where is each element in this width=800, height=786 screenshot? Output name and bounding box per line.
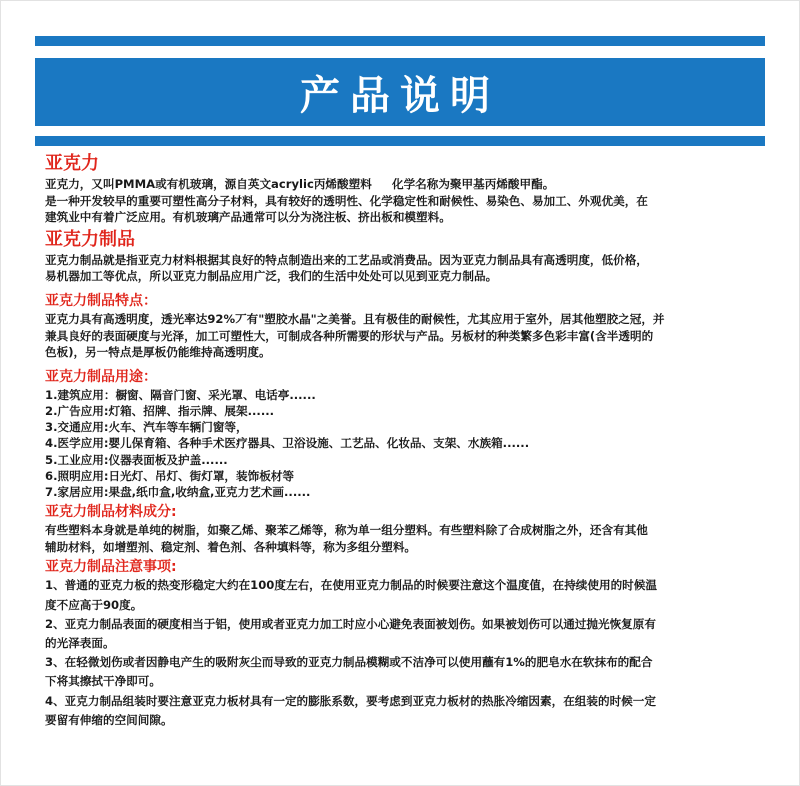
acrylic-line: 建筑业中有着广泛应用。有机玻璃产品通常可以分为浇注板、挤出板和模塑料。 bbox=[45, 210, 451, 225]
use-item: 6.照明应用:日光灯、吊灯、街灯罩，装饰板材等 bbox=[45, 468, 294, 483]
acrylic-line: 亚克力，又叫PMMA或有机玻璃，源自英文acrylic丙烯酸塑料 化学名称为聚甲基丙烯酸甲酯。 bbox=[45, 177, 555, 191]
section-uses bbox=[45, 367, 765, 500]
note-line: 下将其擦拭干净即可。 bbox=[45, 674, 161, 689]
note-item bbox=[45, 654, 765, 690]
note-line: 3、在轻微划伤或者因静电产生的吸附灰尘而导致的亚克力制品模糊或不洁净可以使用蘸有1%的肥皂水在软抹布的配合 bbox=[45, 655, 653, 670]
acrylic-line: 是一种开发较早的重要可塑性高分子材料，具有较好的透明性、化学稳定性和耐候性、易染色、易加工、外观优美，在 bbox=[45, 193, 648, 208]
note-line: 的光泽表面。 bbox=[45, 635, 115, 650]
note-line: 2、亚克力制品表面的硬度相当于铝，使用或者亚克力加工时应小心避免表面被划伤。如果被划伤可以通过抛光恢复原有 bbox=[45, 616, 656, 631]
heading-composition: 亚克力制品材料成分: bbox=[45, 504, 177, 521]
heading-features: 亚克力制品特点： bbox=[45, 292, 157, 309]
use-item: 7.家居应用:果盘,纸巾盒,收纳盒,亚克力艺术画...... bbox=[45, 484, 311, 499]
features-line: 色板)，另一特点是厚板仍能维持高透明度。 bbox=[45, 345, 271, 360]
note-line: 度不应高于90度。 bbox=[45, 597, 143, 612]
content-area bbox=[45, 152, 765, 731]
section-products bbox=[45, 228, 765, 285]
heading-uses: 亚克力制品用途： bbox=[45, 368, 157, 385]
heading-acrylic: 亚克力 bbox=[45, 153, 99, 174]
bottom-stripe bbox=[35, 136, 765, 146]
use-item: 4.医学应用:婴儿保育箱、各种手术医疗器具、卫浴设施、工艺品、化妆品、支架、水族箱...... bbox=[45, 436, 530, 451]
use-item: 1.建筑应用：橱窗、隔音门窗、采光罩、电话亭...... bbox=[45, 387, 316, 402]
top-stripe bbox=[35, 36, 765, 46]
section-notes bbox=[45, 557, 765, 729]
title-banner bbox=[35, 58, 765, 126]
heading-notes: 亚克力制品注意事项: bbox=[45, 559, 177, 576]
note-item bbox=[45, 577, 765, 613]
products-line: 易机器加工等优点，所以亚克力制品应用广泛，我们的生活中处处可以见到亚克力制品。 bbox=[45, 269, 498, 284]
use-item: 5.工业应用:仪器表面板及护盖...... bbox=[45, 452, 228, 467]
use-item: 2.广告应用:灯箱、招牌、指示牌、展架...... bbox=[45, 403, 275, 418]
note-line: 要留有伸缩的空间间隙。 bbox=[45, 712, 173, 727]
features-line: 亚克力具有高透明度，透光率达92%丆有"塑胶水晶"之美誉。且有极佳的耐候性，尤其应用于室外，居其他塑胶之冠，并 bbox=[45, 311, 665, 326]
heading-products: 亚克力制品 bbox=[45, 228, 135, 250]
composition-line: 有些塑料本身就是单纯的树脂，如聚乙烯、聚苯乙烯等，称为单一组分塑料。有些塑料除了合成树脂之外，还含有其他 bbox=[45, 523, 648, 538]
features-line: 兼具良好的表面硬度与光泽，加工可塑性大，可制成各种所需要的形状与产品。另板材的种类繁多色彩丰富(含半透明的 bbox=[45, 328, 654, 343]
page-title: 产品说明 bbox=[300, 72, 500, 119]
note-line: 4、亚克力制品组装时要注意亚克力板材具有一定的膨胀系数，要考虑到亚克力板材的热胀冷缩因素，在组装的时候一定 bbox=[45, 693, 656, 708]
composition-line: 辅助材料，如增塑剂、稳定剂、着色剂、各种填料等，称为多组分塑料。 bbox=[45, 539, 417, 554]
note-item bbox=[45, 693, 765, 729]
products-line: 亚克力制品就是指亚克力材料根据其良好的特点制造出来的工艺品或消费品。因为亚克力制品具有高透明度，低价格， bbox=[45, 252, 648, 267]
note-line: 1、普通的亚克力板的热变形稳定大约在100度左右，在使用亚克力制品的时候要注意这个温度值，在持续使用的时候温 bbox=[45, 578, 657, 593]
section-acrylic bbox=[45, 152, 765, 226]
section-composition bbox=[45, 502, 765, 555]
use-item: 3.交通应用:火车、汽车等车辆门窗等， bbox=[45, 420, 248, 435]
section-features bbox=[45, 291, 765, 361]
note-item bbox=[45, 616, 765, 652]
